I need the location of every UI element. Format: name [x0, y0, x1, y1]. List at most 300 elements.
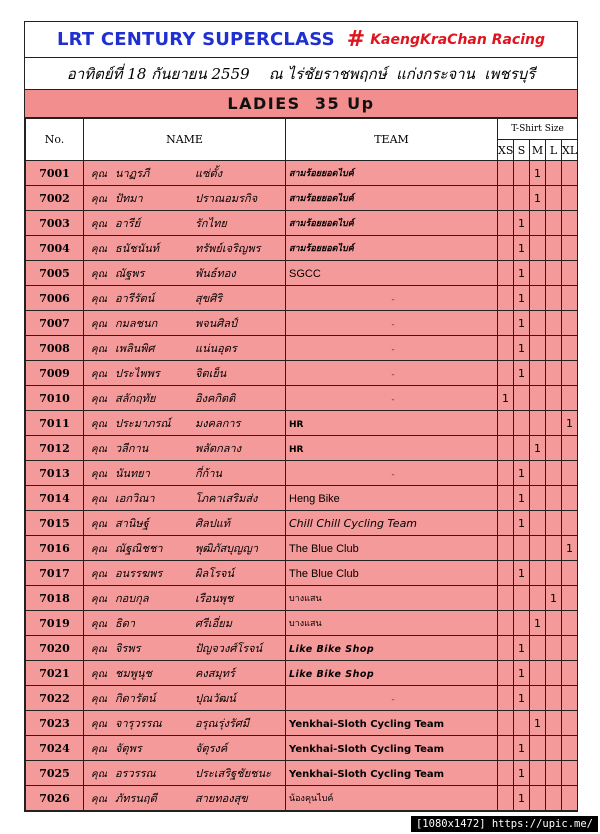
size-cell-xl [562, 361, 578, 386]
size-cell-l [546, 486, 562, 511]
entry-number: 7021 [26, 661, 84, 686]
size-cell-xl [562, 386, 578, 411]
team-label: - [391, 469, 395, 480]
table-row [26, 361, 578, 386]
size-cell-s: 1 [514, 286, 530, 311]
entry-number: 7024 [26, 736, 84, 761]
table-row [26, 486, 578, 511]
size-cell-xs [498, 436, 514, 461]
name-prefix: คุณ [91, 494, 107, 505]
team-label: Heng Bike [289, 492, 340, 505]
team-label: Yenkhai-Sloth Cycling Team [289, 768, 445, 780]
size-cell-l [546, 161, 562, 186]
team-label: - [391, 319, 395, 330]
last-name: พุฒิภัสบุญญา [195, 542, 259, 555]
rider-name [84, 211, 286, 236]
entry-number: 7017 [26, 561, 84, 586]
last-name: พลัดกลาง [195, 442, 242, 455]
entry-number: 7023 [26, 711, 84, 736]
entry-number: 7012 [26, 436, 84, 461]
first-name: ธนัชนันท์ [115, 242, 159, 255]
size-cell-l [546, 711, 562, 736]
team-name [286, 611, 498, 636]
size-cell-m [530, 561, 546, 586]
size-cell-s: 1 [514, 686, 530, 711]
name-prefix: คุณ [91, 194, 107, 205]
size-cell-m [530, 236, 546, 261]
first-name: นาฏรภี [115, 167, 150, 180]
size-cell-xl [562, 661, 578, 686]
size-cell-m [530, 636, 546, 661]
size-cell-xs [498, 361, 514, 386]
team-name [286, 161, 498, 186]
table-row [26, 236, 578, 261]
table-row [26, 436, 578, 461]
size-cell-s: 1 [514, 661, 530, 686]
last-name: ปุณวัฒน์ [195, 692, 236, 705]
size-cell-l [546, 461, 562, 486]
entry-number: 7005 [26, 261, 84, 286]
name-prefix: คุณ [91, 294, 107, 305]
team-label: บางแสน [289, 619, 322, 629]
team-label: Like Bike Shop [289, 668, 375, 680]
table-row [26, 461, 578, 486]
size-cell-s [514, 386, 530, 411]
size-cell-s: 1 [514, 336, 530, 361]
size-cell-xl [562, 286, 578, 311]
size-cell-xs [498, 511, 514, 536]
rider-name [84, 286, 286, 311]
size-cell-xl [562, 336, 578, 361]
size-header-s: S [514, 140, 530, 161]
name-prefix: คุณ [91, 394, 107, 405]
first-name: สลักฤทัย [115, 392, 156, 405]
size-cell-m: 1 [530, 161, 546, 186]
size-cell-xs [498, 636, 514, 661]
entry-number: 7018 [26, 586, 84, 611]
last-name: กี่ก้าน [195, 467, 223, 480]
size-cell-l [546, 611, 562, 636]
rider-name [84, 586, 286, 611]
size-cell-xl: 1 [562, 411, 578, 436]
first-name: อรวรรณ [115, 767, 156, 780]
last-name: พันธ์ทอง [195, 267, 236, 280]
first-name: เอกวิณา [115, 492, 155, 505]
size-cell-xl [562, 511, 578, 536]
table-row [26, 411, 578, 436]
size-header-xs: XS [498, 140, 514, 161]
first-name: กิดารัตน์ [115, 692, 156, 705]
column-header-name: NAME [84, 119, 286, 161]
size-cell-s: 1 [514, 736, 530, 761]
table-row [26, 661, 578, 686]
size-cell-m [530, 311, 546, 336]
entry-number: 7010 [26, 386, 84, 411]
name-prefix: คุณ [91, 794, 107, 805]
team-name [286, 486, 498, 511]
rider-name [84, 511, 286, 536]
size-cell-s: 1 [514, 561, 530, 586]
first-name: อารีรัตน์ [115, 292, 155, 305]
last-name: เรือนพุช [195, 592, 234, 605]
rider-name [84, 611, 286, 636]
table-row [26, 786, 578, 811]
first-name: ธิดา [115, 617, 136, 630]
table-row [26, 561, 578, 586]
size-cell-xs [498, 661, 514, 686]
last-name: ผิลโรจน์ [195, 567, 234, 580]
entry-number: 7022 [26, 686, 84, 711]
table-row [26, 761, 578, 786]
size-cell-l [546, 236, 562, 261]
last-name: พจนศิลป์ [195, 317, 237, 330]
size-cell-m: 1 [530, 611, 546, 636]
size-cell-s: 1 [514, 461, 530, 486]
team-name [286, 261, 498, 286]
size-cell-s [514, 711, 530, 736]
first-name: จิรพร [115, 642, 141, 655]
rider-name [84, 486, 286, 511]
size-cell-xs [498, 761, 514, 786]
last-name: อิงคกิตติ [195, 392, 236, 405]
table-row [26, 161, 578, 186]
team-name [286, 586, 498, 611]
rider-name [84, 236, 286, 261]
event-line: อาทิตย์ที่ 18 กันยายน 2559 ณ ไร่ชัยราชพฤกษ์ แก่งกระจาน เพชรบุรี [66, 64, 536, 83]
table-row [26, 611, 578, 636]
size-cell-s [514, 436, 530, 461]
entry-number: 7019 [26, 611, 84, 636]
team-name [286, 736, 498, 761]
size-cell-s: 1 [514, 361, 530, 386]
size-cell-l [546, 261, 562, 286]
team-name [286, 211, 498, 236]
rider-name [84, 186, 286, 211]
team-label: - [391, 694, 395, 705]
name-prefix: คุณ [91, 319, 107, 330]
size-cell-m [530, 211, 546, 236]
table-row [26, 186, 578, 211]
team-name [286, 661, 498, 686]
header-row [26, 119, 578, 140]
first-name: นันทยา [115, 467, 150, 480]
size-cell-m: 1 [530, 186, 546, 211]
table-row [26, 386, 578, 411]
size-cell-xl [562, 211, 578, 236]
column-header-team: TEAM [286, 119, 498, 161]
size-cell-l: 1 [546, 586, 562, 611]
size-cell-l [546, 311, 562, 336]
size-cell-xs [498, 461, 514, 486]
rider-name [84, 436, 286, 461]
team-label: SGCC [289, 267, 321, 280]
last-name: ศิลปแท้ [195, 517, 231, 530]
team-label: สามร้อยยอดไบค์ [289, 244, 354, 254]
entry-number: 7008 [26, 336, 84, 361]
rider-name [84, 636, 286, 661]
rider-name [84, 736, 286, 761]
size-cell-xs [498, 261, 514, 286]
entry-number: 7013 [26, 461, 84, 486]
size-cell-m [530, 761, 546, 786]
team-label: - [391, 344, 395, 355]
first-name: กอบกุล [115, 592, 149, 605]
last-name: ทรัพย์เจริญพร [195, 242, 261, 255]
event-title: LRT CENTURY SUPERCLASS [56, 29, 335, 50]
team-name [286, 686, 498, 711]
size-cell-s: 1 [514, 786, 530, 811]
size-cell-xl [562, 786, 578, 811]
event-date-venue [25, 58, 577, 90]
size-cell-xl [562, 761, 578, 786]
team-name [286, 411, 498, 436]
size-cell-l [546, 736, 562, 761]
rider-name [84, 761, 286, 786]
size-cell-s [514, 186, 530, 211]
size-cell-m [530, 261, 546, 286]
team-label: น้องคุนไบค์ [289, 794, 334, 804]
first-name: ณัฐพร [115, 267, 145, 280]
table-row [26, 211, 578, 236]
size-cell-xs [498, 236, 514, 261]
size-cell-l [546, 786, 562, 811]
first-name: วลีกาน [115, 442, 149, 455]
entry-number: 7002 [26, 186, 84, 211]
name-prefix: คุณ [91, 269, 107, 280]
team-name [286, 636, 498, 661]
size-cell-xs [498, 161, 514, 186]
entry-number: 7003 [26, 211, 84, 236]
table-row [26, 286, 578, 311]
name-prefix: คุณ [91, 169, 107, 180]
size-cell-m [530, 336, 546, 361]
entry-number: 7016 [26, 536, 84, 561]
size-cell-l [546, 636, 562, 661]
size-cell-s: 1 [514, 211, 530, 236]
rider-name [84, 161, 286, 186]
first-name: อารีย์ [115, 217, 141, 230]
size-cell-xs [498, 211, 514, 236]
size-cell-l [546, 286, 562, 311]
size-cell-xl [562, 311, 578, 336]
team-label: - [391, 294, 395, 305]
category-title: LADIES 35 Up [227, 94, 375, 113]
name-prefix: คุณ [91, 444, 107, 455]
first-name: จารุวรรณ [115, 717, 162, 730]
size-cell-m [530, 361, 546, 386]
team-label: Like Bike Shop [289, 643, 375, 655]
first-name: ณัฐณิชชา [115, 542, 163, 555]
team-name [286, 511, 498, 536]
team-label: Chill Chill Cycling Team [289, 516, 418, 530]
team-name [286, 386, 498, 411]
entry-number: 7007 [26, 311, 84, 336]
size-cell-m [530, 461, 546, 486]
team-label: Yenkhai-Sloth Cycling Team [289, 718, 445, 730]
team-name [286, 336, 498, 361]
team-name [286, 361, 498, 386]
table-row [26, 336, 578, 361]
image-size-watermark: [1080x1472] https://upic.me/ [411, 816, 598, 832]
size-cell-xs [498, 336, 514, 361]
team-name [286, 786, 498, 811]
team-label: บางแสน [289, 594, 322, 604]
size-cell-m [530, 786, 546, 811]
team-name [286, 461, 498, 486]
size-cell-l [546, 686, 562, 711]
rider-name [84, 561, 286, 586]
size-cell-m [530, 686, 546, 711]
size-cell-l [546, 211, 562, 236]
size-cell-s [514, 586, 530, 611]
size-cell-xl [562, 236, 578, 261]
name-prefix: คุณ [91, 569, 107, 580]
name-prefix: คุณ [91, 769, 107, 780]
size-cell-l [546, 536, 562, 561]
entry-number: 7015 [26, 511, 84, 536]
team-label: HR [289, 419, 304, 430]
table-row [26, 536, 578, 561]
size-cell-s: 1 [514, 486, 530, 511]
entry-rows [26, 161, 578, 811]
name-prefix: คุณ [91, 544, 107, 555]
team-label: HR [289, 444, 304, 455]
size-cell-xl [562, 586, 578, 611]
last-name: สายทองสุข [195, 792, 248, 805]
size-cell-s [514, 536, 530, 561]
category-band [25, 90, 577, 118]
size-cell-m [530, 411, 546, 436]
name-prefix: คุณ [91, 644, 107, 655]
entry-list-sheet [24, 21, 578, 812]
entry-number: 7020 [26, 636, 84, 661]
size-cell-xl [562, 161, 578, 186]
last-name: มงคลการ [195, 417, 241, 430]
name-prefix: คุณ [91, 344, 107, 355]
last-name: จัตุรงค์ [195, 742, 228, 755]
size-header-l: L [546, 140, 562, 161]
rider-name [84, 536, 286, 561]
size-header-xl: XL [562, 140, 578, 161]
team-label: Yenkhai-Sloth Cycling Team [289, 743, 445, 755]
rider-name [84, 311, 286, 336]
size-cell-s: 1 [514, 636, 530, 661]
size-cell-xs [498, 586, 514, 611]
size-cell-s: 1 [514, 511, 530, 536]
team-label: สามร้อยยอดไบค์ [289, 194, 354, 204]
size-cell-m: 1 [530, 436, 546, 461]
size-cell-xs [498, 186, 514, 211]
size-cell-xl [562, 436, 578, 461]
rider-name [84, 461, 286, 486]
size-cell-xs [498, 486, 514, 511]
entry-number: 7006 [26, 286, 84, 311]
size-cell-m [530, 511, 546, 536]
first-name: จัตุพร [115, 742, 142, 755]
first-name: ชมพูนุช [115, 667, 152, 680]
size-cell-xs [498, 736, 514, 761]
name-prefix: คุณ [91, 619, 107, 630]
team-label: - [391, 369, 395, 380]
table-row [26, 736, 578, 761]
team-name [286, 436, 498, 461]
table-row [26, 686, 578, 711]
size-cell-xl [562, 261, 578, 286]
title-bar [25, 22, 577, 58]
rider-name [84, 361, 286, 386]
name-prefix: คุณ [91, 594, 107, 605]
name-prefix: คุณ [91, 669, 107, 680]
size-cell-l [546, 436, 562, 461]
name-prefix: คุณ [91, 744, 107, 755]
last-name: รักไทย [195, 217, 227, 230]
table-row [26, 636, 578, 661]
team-name [286, 286, 498, 311]
size-cell-s: 1 [514, 261, 530, 286]
name-prefix: คุณ [91, 694, 107, 705]
last-name: จิตเย็น [195, 367, 227, 380]
entry-table [25, 118, 578, 811]
entry-number: 7026 [26, 786, 84, 811]
first-name: เพลินพิศ [115, 342, 155, 355]
column-header-no: No. [26, 119, 84, 161]
team-label: สามร้อยยอดไบค์ [289, 169, 354, 179]
size-cell-xl [562, 561, 578, 586]
name-prefix: คุณ [91, 419, 107, 430]
size-cell-xs [498, 686, 514, 711]
last-name: โภคาเสริมส่ง [195, 492, 258, 505]
first-name: อนรรฆพร [115, 567, 163, 580]
size-cell-xs [498, 561, 514, 586]
size-cell-m [530, 286, 546, 311]
entry-number: 7011 [26, 411, 84, 436]
first-name: ปัทมา [115, 192, 143, 205]
size-cell-l [546, 511, 562, 536]
last-name: คงสมุทร์ [195, 667, 235, 680]
size-cell-l [546, 411, 562, 436]
first-name: ภัทรนฤดี [115, 792, 157, 805]
size-cell-xl [562, 186, 578, 211]
size-cell-xl [562, 686, 578, 711]
last-name: ศรีเอี่ยม [195, 617, 232, 630]
rider-name [84, 661, 286, 686]
name-prefix: คุณ [91, 244, 107, 255]
size-header-m: M [530, 140, 546, 161]
team-label: The Blue Club [289, 542, 359, 555]
size-cell-xl [562, 736, 578, 761]
first-name: สานิษฐ์ [115, 517, 149, 530]
team-name [286, 761, 498, 786]
size-cell-l [546, 661, 562, 686]
size-cell-xs [498, 711, 514, 736]
size-cell-l [546, 761, 562, 786]
name-prefix: คุณ [91, 219, 107, 230]
size-cell-xs [498, 411, 514, 436]
team-name [286, 311, 498, 336]
size-cell-xs [498, 311, 514, 336]
name-prefix: คุณ [91, 369, 107, 380]
rider-name [84, 261, 286, 286]
size-cell-xs [498, 786, 514, 811]
size-cell-l [546, 336, 562, 361]
team-label: The Blue Club [289, 567, 359, 580]
rider-name [84, 711, 286, 736]
size-cell-xs [498, 286, 514, 311]
size-cell-m [530, 661, 546, 686]
size-cell-xs [498, 611, 514, 636]
rider-name [84, 336, 286, 361]
entry-number: 7001 [26, 161, 84, 186]
